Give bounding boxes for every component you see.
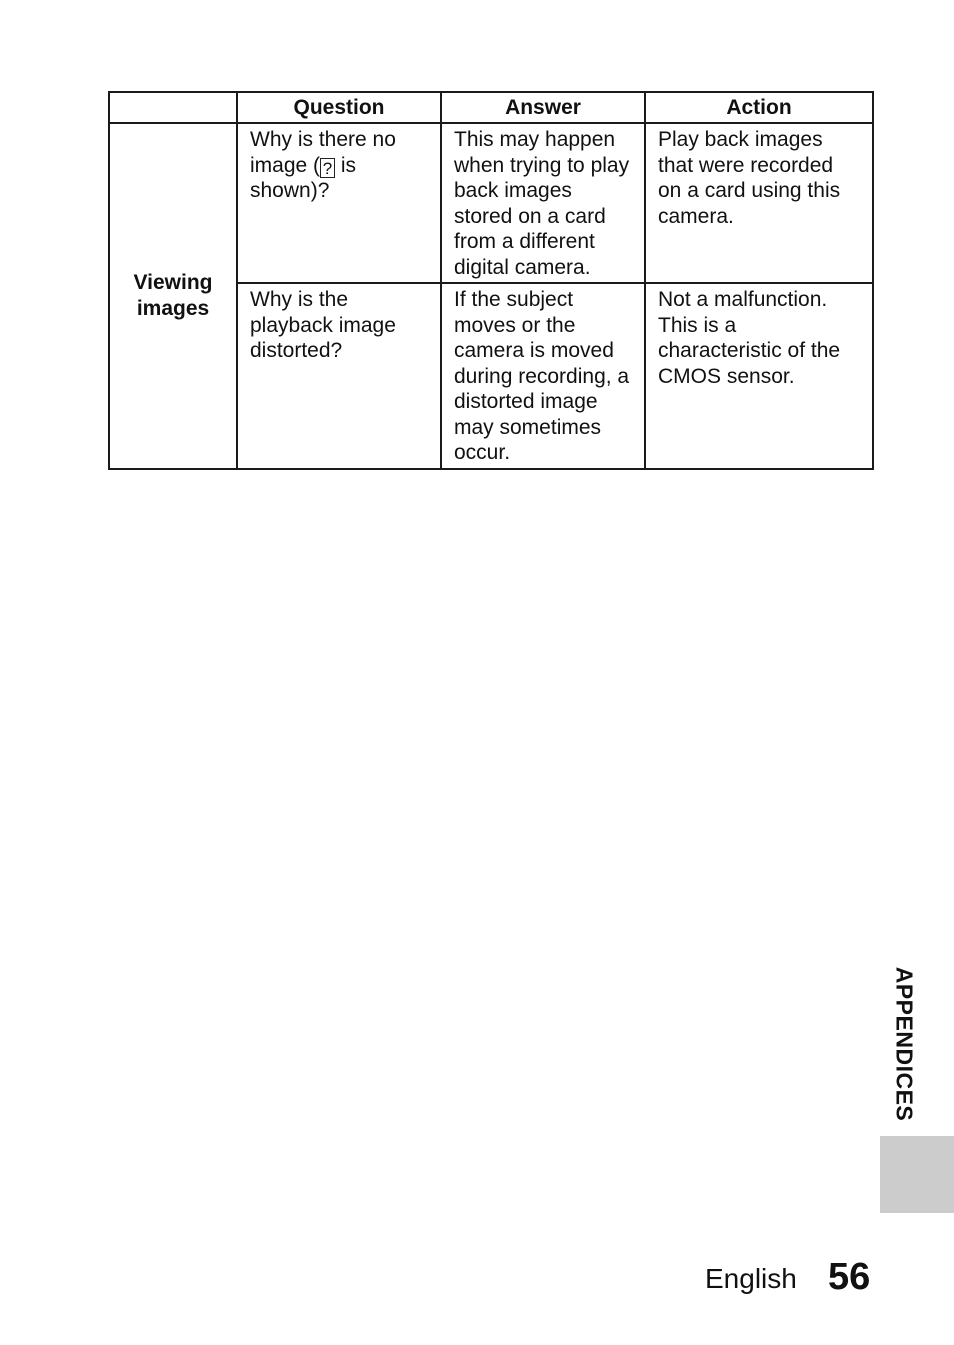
answer-cell: If the subject moves or the camera is moved during recording, a distorted image may sometimes occur. (441, 283, 645, 469)
header-answer: Answer (441, 92, 645, 123)
question-text-after: is shown)? (250, 153, 357, 202)
action-cell: Not a malfunction. This is a characteristic of the CMOS sensor. (645, 283, 873, 469)
answer-cell: This may happen when trying to play back images stored on a card from a different digital camera. (441, 123, 645, 283)
category-label-line1: Viewing (133, 271, 213, 295)
table-row (109, 123, 873, 283)
page-number: 56 (828, 1256, 871, 1298)
footer-language: English (705, 1263, 797, 1294)
unknown-image-icon: ? (320, 158, 335, 178)
table-header-row (109, 92, 873, 123)
header-category (109, 92, 237, 123)
category-cell (109, 123, 237, 469)
question-text-before: Why is there no image ( (250, 128, 396, 177)
section-label-text: APPENDICES (891, 966, 918, 1122)
header-question: Question (237, 92, 441, 123)
action-cell: Play back images that were recorded on a card using this camera. (645, 123, 873, 283)
category-label-line2: images (136, 296, 210, 320)
header-action: Action (645, 92, 873, 123)
faq-table (108, 91, 874, 470)
question-cell: Why is the playback image distorted? (237, 283, 441, 469)
section-side-tab (880, 1136, 954, 1213)
question-cell (237, 123, 441, 283)
